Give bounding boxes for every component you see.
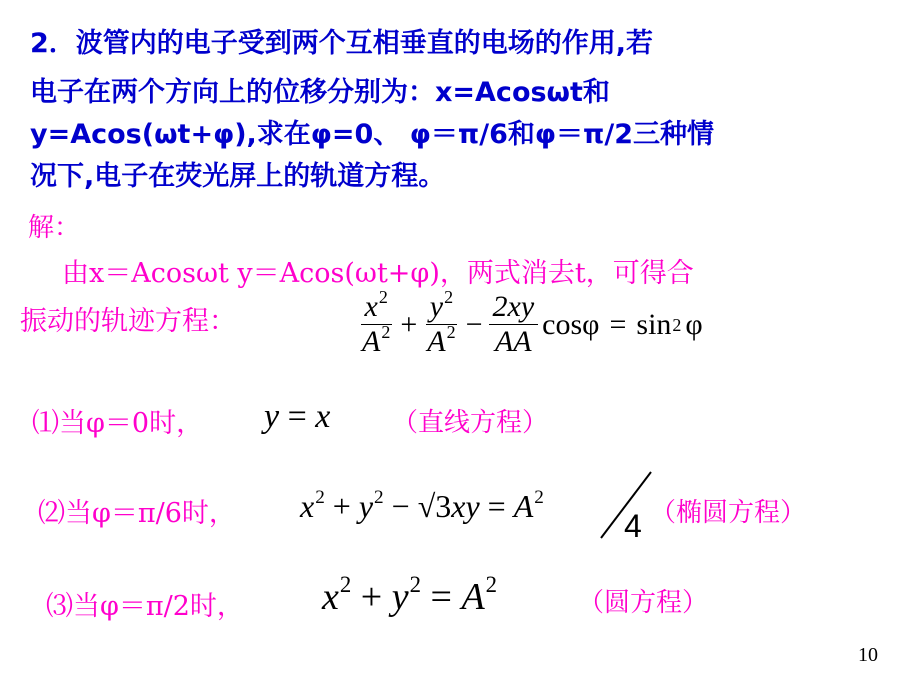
problem-line-2: 电子在两个方向上的位移分别为：x=Acosωt和 (30, 77, 610, 108)
case-2-note: （椭圆方程） (650, 498, 807, 528)
case-1-label: ⑴当φ＝0时， (32, 408, 204, 439)
problem-line-4: 况下,电子在荧光屏上的轨道方程。 (30, 161, 446, 192)
page-number: 10 (858, 644, 878, 666)
problem-line-1: 2．波管内的电子受到两个互相垂直的电场的作用,若 (30, 28, 654, 59)
case-2-label: ⑵当φ＝π/6时， (38, 498, 236, 529)
case-1-equation: y = x (264, 398, 331, 435)
case-3-note: （圆方程） (578, 588, 709, 618)
general-trajectory-equation: $\frac{x^2}{A^2}$ + $\frac{y^2}{A^2}$ − $\frac{2xy}{AA}$ cos φ = sin 2 φ (358, 292, 703, 357)
solution-intro-line-1: 由x＝Acosωt y＝Acos(ωt+φ)，两式消去t，可得合 (62, 258, 694, 289)
case-1-note: （直线方程） (392, 408, 549, 438)
case-2-denominator: 4 (624, 508, 642, 544)
fraction-x2-over-A2: $\frac{x^2}{A^2}$ (362, 286, 391, 358)
fraction-y2-over-A2: $\frac{y^2}{A^2}$ (427, 286, 456, 358)
problem-line-3: y=Acos(ωt+φ),求在φ=0、 φ＝π/6和φ＝π/2三种情 (30, 119, 714, 150)
solution-label: 解： (28, 213, 81, 243)
case-3-label: ⑶当φ＝π/2时， (46, 591, 244, 622)
fraction-2xy-over-AA: $\frac{2xy}{AA}$ (489, 292, 539, 357)
case-2-equation: $x^2 + y^2 - √3xy = A^2$ (300, 486, 544, 524)
case-3-equation: $x^2 + y^2 = A^2$ (322, 571, 498, 618)
solution-intro-line-2: 振动的轨迹方程： (20, 306, 236, 337)
